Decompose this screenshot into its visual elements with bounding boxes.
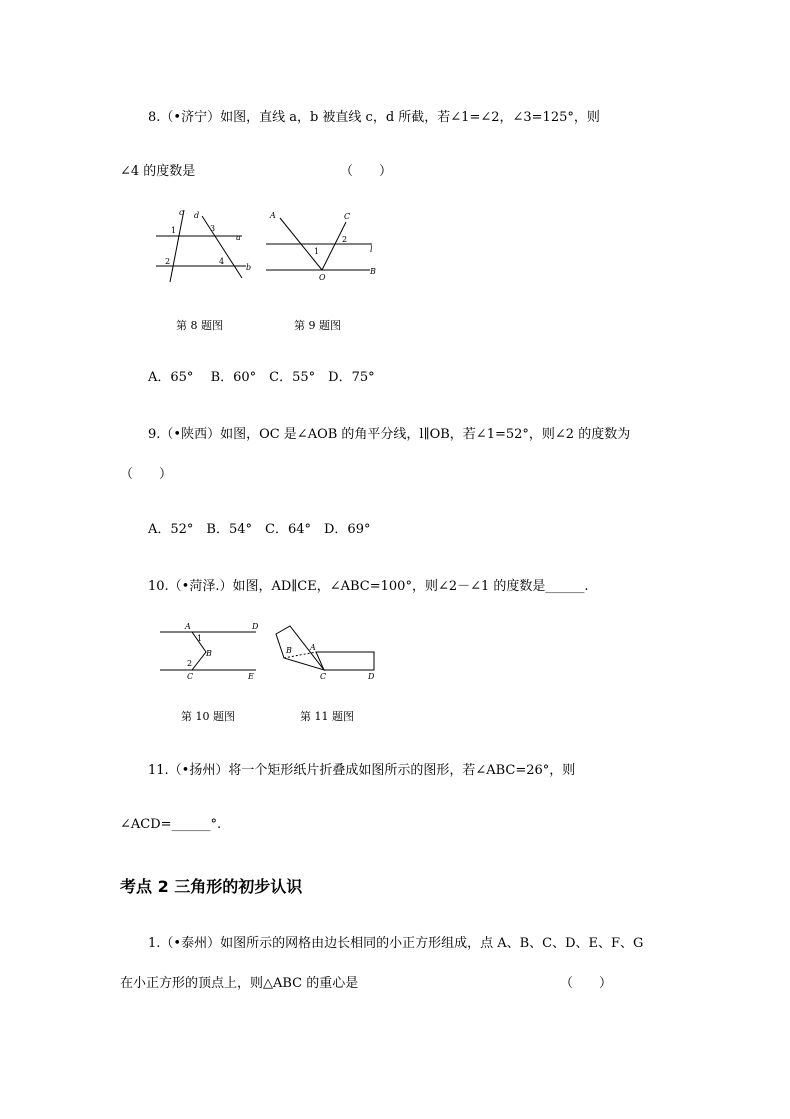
svg-text:D: D <box>368 672 375 681</box>
q9-options: A．52° B．54° C．64° D．69° <box>148 522 371 537</box>
svg-text:A: A <box>310 643 316 652</box>
line-d <box>202 216 242 278</box>
s2q1-answer-paren: （ ） <box>560 976 613 991</box>
svg-text:3: 3 <box>210 224 216 233</box>
figure-9 <box>262 206 382 286</box>
q10-line1: 10.（•菏泽.）如图，AD∥CE，∠ABC=100°，则∠2－∠1 的度数是______. <box>148 579 589 594</box>
q8-line1: 8.（•济宁）如图，直线 a，b 被直线 c，d 所截，若∠1=∠2，∠3=125°，则 <box>148 110 600 125</box>
q9-line2: （ ） <box>120 467 173 482</box>
section-heading: 考点 2 三角形的初步认识 <box>120 877 303 896</box>
folded-flap <box>276 626 324 670</box>
s2q1-line1: 1.（•泰州）如图所示的网格由边长相同的小正方形组成，点 A、B、C、D、E、F、G <box>148 936 644 951</box>
svg-text:C: C <box>320 672 327 681</box>
s2q1-line2: 在小正方形的顶点上，则△ABC 的重心是 <box>120 976 359 991</box>
caption-fig8: 第 8 题图 <box>176 319 223 332</box>
svg-text:D: D <box>252 622 259 631</box>
q8-options: A．65° B．60° C．55° D．75° <box>148 370 375 385</box>
svg-text:2: 2 <box>187 659 193 668</box>
q8-answer-paren: （ ） <box>340 164 393 179</box>
svg-text:C: C <box>187 672 194 681</box>
ray-oc <box>322 222 346 270</box>
svg-text:1: 1 <box>171 226 177 235</box>
q11-line2: ∠ACD=______°. <box>120 817 222 832</box>
svg-text:b: b <box>246 263 252 272</box>
svg-text:B: B <box>370 267 376 276</box>
svg-text:2: 2 <box>165 257 171 266</box>
caption-fig9: 第 9 题图 <box>294 319 341 332</box>
svg-text:a: a <box>236 233 241 242</box>
q9-line1: 9.（•陕西）如图，OC 是∠AOB 的角平分线，l∥OB，若∠1=52°，则∠2 的度数为 <box>148 427 631 442</box>
q8-line2: ∠4 的度数是 <box>120 164 196 179</box>
svg-text:O: O <box>319 273 326 282</box>
svg-text:A: A <box>270 211 276 220</box>
svg-text:B: B <box>206 649 212 658</box>
svg-text:d: d <box>194 211 200 220</box>
svg-text:l: l <box>370 245 373 254</box>
caption-fig10: 第 10 题图 <box>181 710 235 723</box>
strip-rect <box>316 652 374 670</box>
svg-text:1: 1 <box>314 247 320 256</box>
svg-text:1: 1 <box>197 634 203 643</box>
line-c <box>170 210 184 282</box>
svg-text:A: A <box>185 622 191 631</box>
svg-text:4: 4 <box>219 257 225 266</box>
svg-text:C: C <box>344 212 351 221</box>
figure-11 <box>270 620 382 682</box>
caption-fig11: 第 11 题图 <box>300 710 354 723</box>
svg-text:c: c <box>179 208 184 217</box>
q11-line1: 11.（•扬州）将一个矩形纸片折叠成如图所示的图形，若∠ABC=26°，则 <box>148 763 576 778</box>
figure-8 <box>150 206 260 286</box>
svg-text:2: 2 <box>342 235 348 244</box>
svg-text:E: E <box>248 672 254 681</box>
figure-10 <box>156 620 268 682</box>
svg-text:B: B <box>286 646 292 655</box>
